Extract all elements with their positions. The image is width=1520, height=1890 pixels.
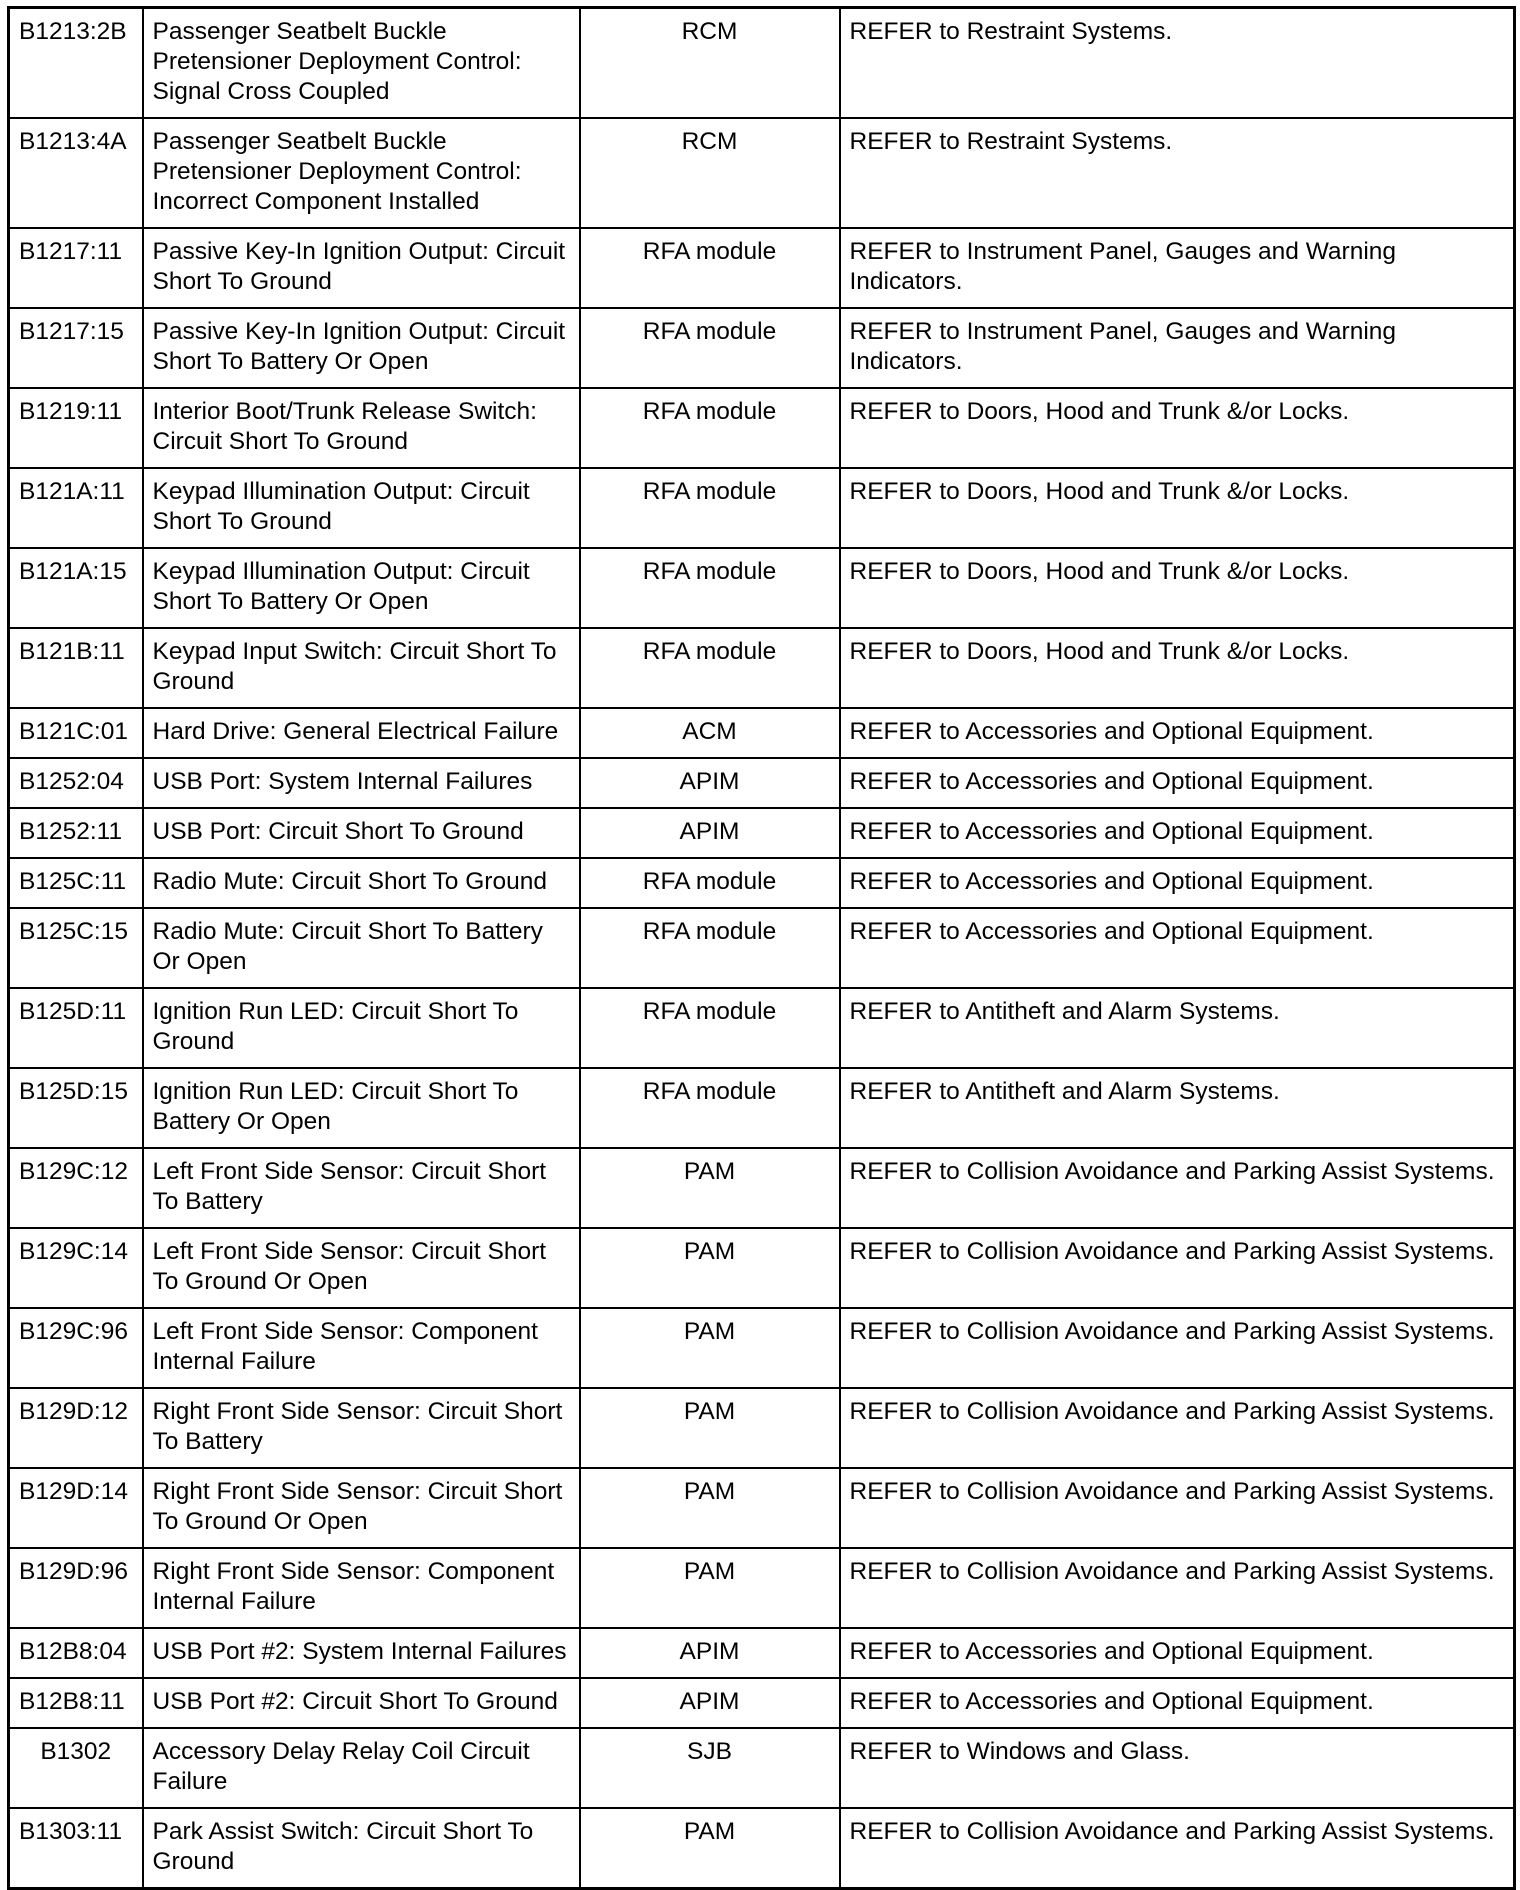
table-row <box>9 988 1515 1068</box>
table-row <box>9 1308 1515 1388</box>
dtc-module: RFA module <box>580 548 840 628</box>
dtc-action: REFER to Accessories and Optional Equipment. <box>840 908 1515 988</box>
dtc-code: B129D:12 <box>9 1388 143 1468</box>
dtc-code: B1217:15 <box>9 308 143 388</box>
dtc-code: B129D:96 <box>9 1548 143 1628</box>
dtc-action: REFER to Collision Avoidance and Parking Assist Systems. <box>840 1228 1515 1308</box>
table-row <box>9 1548 1515 1628</box>
dtc-description: USB Port: System Internal Failures <box>143 758 580 808</box>
dtc-description: Left Front Side Sensor: Circuit Short To Battery <box>143 1148 580 1228</box>
dtc-module: APIM <box>580 758 840 808</box>
dtc-module: RFA module <box>580 388 840 468</box>
table-row <box>9 8 1515 119</box>
dtc-description: Right Front Side Sensor: Circuit Short To Battery <box>143 1388 580 1468</box>
dtc-description: Ignition Run LED: Circuit Short To Ground <box>143 988 580 1068</box>
dtc-code: B125D:15 <box>9 1068 143 1148</box>
table-row <box>9 1468 1515 1548</box>
dtc-action: REFER to Accessories and Optional Equipment. <box>840 808 1515 858</box>
dtc-description: Passenger Seatbelt Buckle Pretensioner Deployment Control: Incorrect Component Installed <box>143 118 580 228</box>
table-row <box>9 1148 1515 1228</box>
dtc-description: Passive Key-In Ignition Output: Circuit Short To Ground <box>143 228 580 308</box>
dtc-description: Left Front Side Sensor: Circuit Short To Ground Or Open <box>143 1228 580 1308</box>
dtc-module: SJB <box>580 1728 840 1808</box>
dtc-module: APIM <box>580 808 840 858</box>
dtc-action: REFER to Accessories and Optional Equipment. <box>840 708 1515 758</box>
dtc-description: Right Front Side Sensor: Circuit Short To Ground Or Open <box>143 1468 580 1548</box>
dtc-code: B12B8:11 <box>9 1678 143 1728</box>
dtc-module: RFA module <box>580 908 840 988</box>
dtc-description: Interior Boot/Trunk Release Switch: Circuit Short To Ground <box>143 388 580 468</box>
dtc-action: REFER to Accessories and Optional Equipment. <box>840 1628 1515 1678</box>
dtc-description: USB Port #2: System Internal Failures <box>143 1628 580 1678</box>
dtc-module: RFA module <box>580 628 840 708</box>
dtc-module: APIM <box>580 1628 840 1678</box>
dtc-code: B129C:12 <box>9 1148 143 1228</box>
dtc-code: B121C:01 <box>9 708 143 758</box>
dtc-code: B129D:14 <box>9 1468 143 1548</box>
dtc-code: B1217:11 <box>9 228 143 308</box>
dtc-module: PAM <box>580 1308 840 1388</box>
table-row <box>9 1068 1515 1148</box>
dtc-description: Keypad Input Switch: Circuit Short To Ground <box>143 628 580 708</box>
table-row <box>9 308 1515 388</box>
dtc-action: REFER to Doors, Hood and Trunk &/or Locks. <box>840 548 1515 628</box>
dtc-code: B1252:04 <box>9 758 143 808</box>
dtc-module: RFA module <box>580 228 840 308</box>
dtc-description: Right Front Side Sensor: Component Internal Failure <box>143 1548 580 1628</box>
dtc-action: REFER to Accessories and Optional Equipment. <box>840 858 1515 908</box>
dtc-module: PAM <box>580 1808 840 1889</box>
dtc-module: RFA module <box>580 988 840 1068</box>
dtc-module: APIM <box>580 1678 840 1728</box>
dtc-description: Park Assist Switch: Circuit Short To Ground <box>143 1808 580 1889</box>
dtc-action: REFER to Windows and Glass. <box>840 1728 1515 1808</box>
dtc-description: Passenger Seatbelt Buckle Pretensioner Deployment Control: Signal Cross Coupled <box>143 8 580 119</box>
table-row <box>9 548 1515 628</box>
dtc-code: B129C:96 <box>9 1308 143 1388</box>
dtc-module: ACM <box>580 708 840 758</box>
table-row <box>9 908 1515 988</box>
dtc-description: Ignition Run LED: Circuit Short To Battery Or Open <box>143 1068 580 1148</box>
dtc-description: Accessory Delay Relay Coil Circuit Failure <box>143 1728 580 1808</box>
dtc-code: B1219:11 <box>9 388 143 468</box>
dtc-code: B12B8:04 <box>9 1628 143 1678</box>
table-row <box>9 628 1515 708</box>
table-row <box>9 1628 1515 1678</box>
dtc-description: Radio Mute: Circuit Short To Ground <box>143 858 580 908</box>
dtc-description: Keypad Illumination Output: Circuit Short To Battery Or Open <box>143 548 580 628</box>
dtc-code: B125C:15 <box>9 908 143 988</box>
table-row <box>9 228 1515 308</box>
dtc-action: REFER to Restraint Systems. <box>840 8 1515 119</box>
dtc-module: PAM <box>580 1148 840 1228</box>
dtc-action: REFER to Collision Avoidance and Parking Assist Systems. <box>840 1468 1515 1548</box>
dtc-code: B1213:2B <box>9 8 143 119</box>
dtc-action: REFER to Instrument Panel, Gauges and Warning Indicators. <box>840 228 1515 308</box>
dtc-code: B1252:11 <box>9 808 143 858</box>
dtc-description: Passive Key-In Ignition Output: Circuit Short To Battery Or Open <box>143 308 580 388</box>
dtc-description: Hard Drive: General Electrical Failure <box>143 708 580 758</box>
dtc-table <box>7 6 1516 1890</box>
dtc-description: USB Port: Circuit Short To Ground <box>143 808 580 858</box>
dtc-code: B121A:11 <box>9 468 143 548</box>
dtc-module: PAM <box>580 1388 840 1468</box>
table-row <box>9 758 1515 808</box>
table-row <box>9 1808 1515 1889</box>
dtc-module: RFA module <box>580 858 840 908</box>
table-row <box>9 1388 1515 1468</box>
dtc-description: USB Port #2: Circuit Short To Ground <box>143 1678 580 1728</box>
dtc-module: RFA module <box>580 308 840 388</box>
table-row <box>9 1228 1515 1308</box>
dtc-code: B125D:11 <box>9 988 143 1068</box>
dtc-code: B1303:11 <box>9 1808 143 1889</box>
dtc-action: REFER to Accessories and Optional Equipment. <box>840 1678 1515 1728</box>
dtc-module: RCM <box>580 118 840 228</box>
dtc-table-page <box>7 6 1513 1890</box>
dtc-code: B129C:14 <box>9 1228 143 1308</box>
dtc-code: B121B:11 <box>9 628 143 708</box>
dtc-action: REFER to Instrument Panel, Gauges and Warning Indicators. <box>840 308 1515 388</box>
dtc-module: PAM <box>580 1228 840 1308</box>
dtc-module: PAM <box>580 1548 840 1628</box>
dtc-action: REFER to Accessories and Optional Equipment. <box>840 758 1515 808</box>
table-row <box>9 1728 1515 1808</box>
dtc-description: Left Front Side Sensor: Component Internal Failure <box>143 1308 580 1388</box>
dtc-action: REFER to Doors, Hood and Trunk &/or Locks. <box>840 468 1515 548</box>
dtc-action: REFER to Restraint Systems. <box>840 118 1515 228</box>
dtc-module: PAM <box>580 1468 840 1548</box>
table-row <box>9 468 1515 548</box>
dtc-action: REFER to Collision Avoidance and Parking Assist Systems. <box>840 1548 1515 1628</box>
dtc-description: Keypad Illumination Output: Circuit Short To Ground <box>143 468 580 548</box>
dtc-action: REFER to Antitheft and Alarm Systems. <box>840 1068 1515 1148</box>
table-row <box>9 808 1515 858</box>
table-row <box>9 708 1515 758</box>
dtc-code: B1213:4A <box>9 118 143 228</box>
dtc-action: REFER to Doors, Hood and Trunk &/or Locks. <box>840 388 1515 468</box>
dtc-action: REFER to Collision Avoidance and Parking Assist Systems. <box>840 1808 1515 1889</box>
dtc-action: REFER to Antitheft and Alarm Systems. <box>840 988 1515 1068</box>
dtc-module: RCM <box>580 8 840 119</box>
dtc-code: B125C:11 <box>9 858 143 908</box>
dtc-code: B121A:15 <box>9 548 143 628</box>
dtc-description: Radio Mute: Circuit Short To Battery Or Open <box>143 908 580 988</box>
dtc-action: REFER to Doors, Hood and Trunk &/or Locks. <box>840 628 1515 708</box>
table-row <box>9 388 1515 468</box>
table-row <box>9 118 1515 228</box>
dtc-action: REFER to Collision Avoidance and Parking Assist Systems. <box>840 1388 1515 1468</box>
dtc-module: RFA module <box>580 1068 840 1148</box>
dtc-code: B1302 <box>9 1728 143 1808</box>
table-row <box>9 1678 1515 1728</box>
dtc-module: RFA module <box>580 468 840 548</box>
dtc-action: REFER to Collision Avoidance and Parking Assist Systems. <box>840 1148 1515 1228</box>
table-row <box>9 858 1515 908</box>
dtc-action: REFER to Collision Avoidance and Parking Assist Systems. <box>840 1308 1515 1388</box>
